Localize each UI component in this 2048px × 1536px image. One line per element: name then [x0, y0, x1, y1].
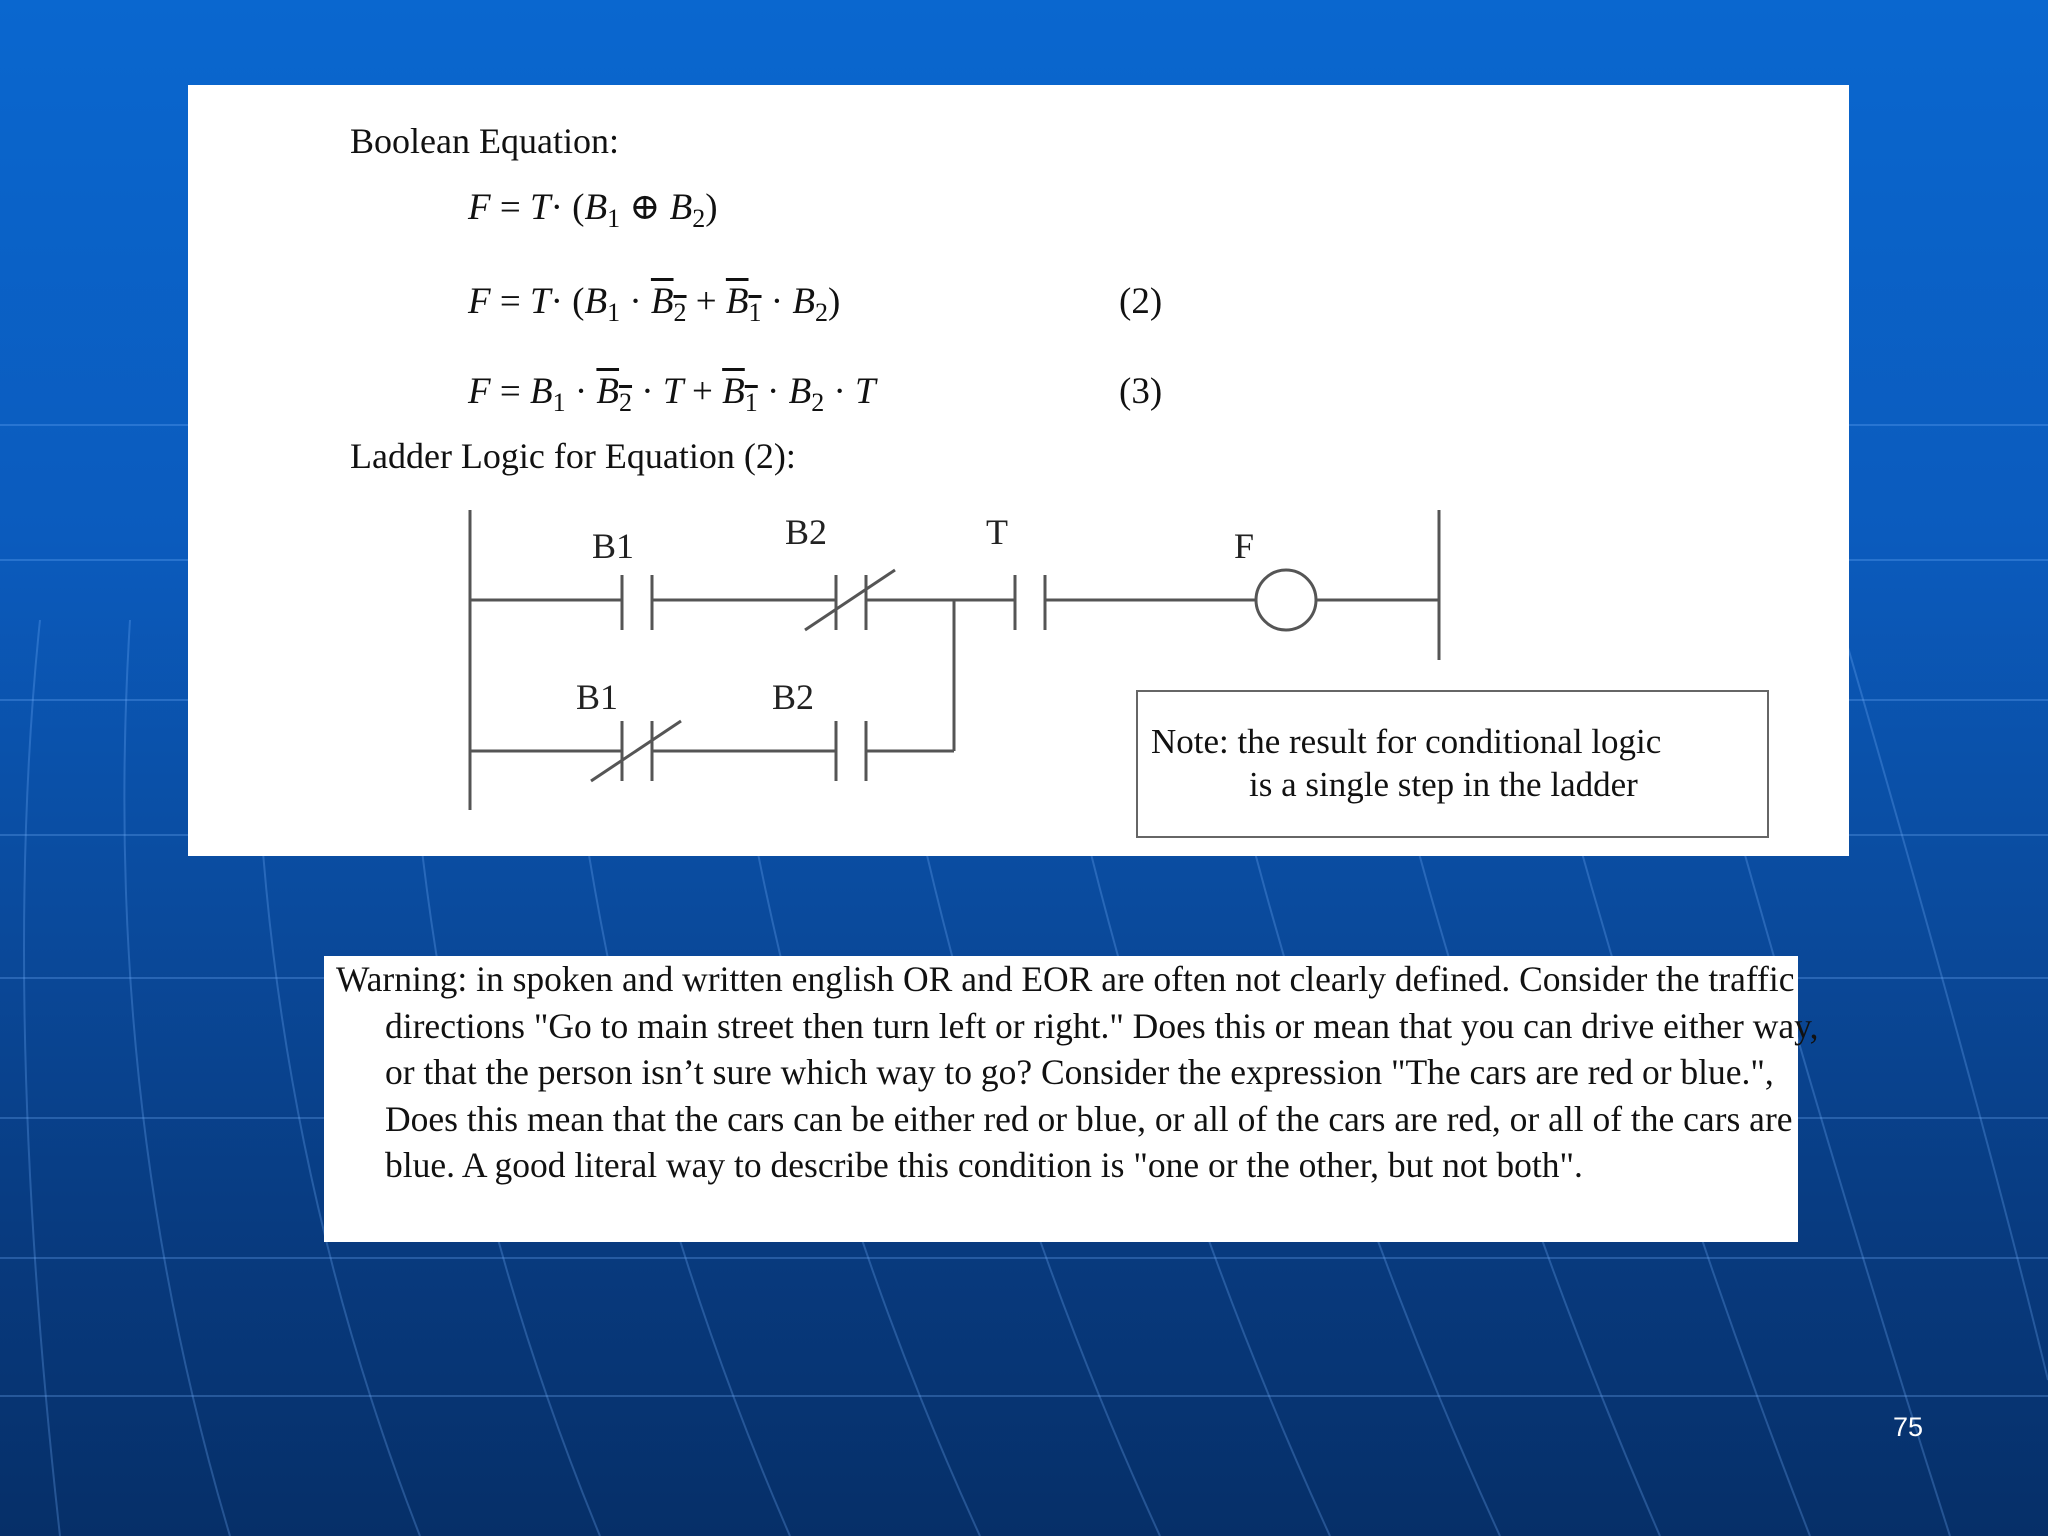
rung1-contact-b2-label: B2: [785, 512, 828, 552]
warning-panel: [324, 956, 1819, 1242]
rung1-contact-b1-label: B1: [592, 526, 635, 566]
output-coil-f: [1256, 570, 1316, 630]
warning-text: Warning: in spoken and written english OR and EOR are often not clearly defined. Consider the traffic directions "Go to main street then turn left or right." Does this or mean that you can drive either way, or that the person isn’t sure which way to go? Consider the expression "The cars are red or blue.", Does this mean that the cars can be either red or blue, or all of the cars are red, or all of the cars are blue. A good literal way to describe this condition is "one or the other, but not both".: [336, 959, 1819, 1185]
rung1-contact-t-label: T: [986, 512, 1008, 552]
equation-panel: [188, 85, 1849, 856]
boolean-equation-heading: Boolean Equation:: [350, 121, 619, 161]
note-box: [1136, 690, 1769, 838]
rung2-contact-b1-label: B1: [576, 677, 619, 717]
equation-3: $F = B_1 \cdot B_2 \cdot T + B_1 \cdot B_2 \cdot T$: [468, 371, 876, 417]
equation-1: $F = T\cdot (B_1$ ⊕ $B_2$): [468, 187, 718, 233]
note-line-1: Note: the result for conditional logic: [1151, 722, 1662, 761]
equation-3-number: (3): [1119, 371, 1163, 412]
page-number: 75: [1893, 1412, 1924, 1442]
rung2-contact-b2-label: B2: [772, 677, 815, 717]
ladder-logic-heading: Ladder Logic for Equation (2):: [350, 436, 796, 476]
equation-2-number: (2): [1119, 281, 1163, 322]
equation-2: $F = T\cdot (B_1 \cdot B_2 + B_1 \cdot B_2)$: [468, 281, 841, 327]
note-line-2: is a single step in the ladder: [1249, 765, 1638, 804]
coil-f-label: F: [1234, 526, 1255, 566]
